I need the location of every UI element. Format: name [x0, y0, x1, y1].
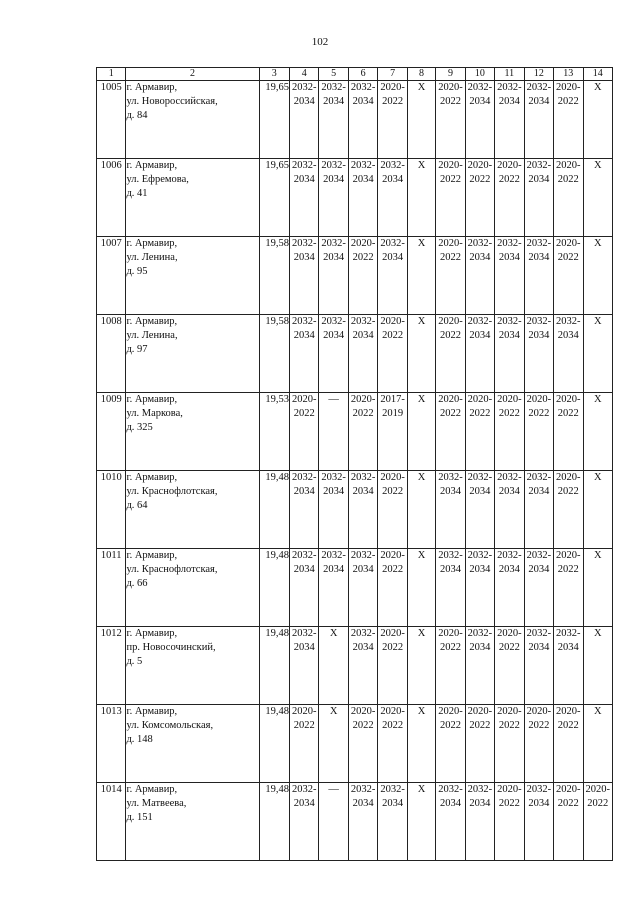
period-cell-col-10: 2032- 2034 — [465, 315, 494, 393]
area-cell: 19,53 — [259, 393, 289, 471]
address-line: ул. Комсомольская, — [126, 720, 214, 731]
table-row — [97, 81, 613, 159]
period-cell-col-6: 2020- 2022 — [348, 705, 377, 783]
period-cell-col-10: 2032- 2034 — [465, 627, 494, 705]
table-row — [97, 627, 613, 705]
area-cell: 19,48 — [259, 549, 289, 627]
period-cell-col-12: 2032- 2034 — [524, 627, 553, 705]
area-cell: 19,48 — [259, 705, 289, 783]
period-cell-col-11: 2032- 2034 — [495, 315, 524, 393]
address-line: д. 84 — [126, 110, 148, 121]
period-cell-col-8: Х — [407, 81, 435, 159]
period-cell-col-5: 2032- 2034 — [319, 159, 348, 237]
address-line: г. Армавир, — [126, 472, 178, 483]
period-cell-col-12: 2032- 2034 — [524, 81, 553, 159]
address-cell — [126, 159, 259, 237]
row-number: 1012 — [97, 627, 126, 705]
period-cell-col-7: 2020- 2022 — [378, 471, 407, 549]
table-row — [97, 705, 613, 783]
address-line: г. Армавир, — [126, 706, 178, 717]
period-cell-col-8: Х — [407, 159, 435, 237]
period-cell-col-8: Х — [407, 471, 435, 549]
period-cell-col-7: 2020- 2022 — [378, 627, 407, 705]
period-cell-col-14: Х — [583, 81, 613, 159]
period-cell-col-11: 2032- 2034 — [495, 81, 524, 159]
area-cell: 19,58 — [259, 237, 289, 315]
address-cell — [126, 237, 259, 315]
period-cell-col-6: 2032- 2034 — [348, 159, 377, 237]
period-cell-col-13: 2032- 2034 — [554, 315, 583, 393]
column-header-1: 1 — [97, 68, 126, 81]
column-header-3: 3 — [259, 68, 289, 81]
period-cell-col-9: 2020- 2022 — [436, 81, 465, 159]
period-cell-col-4: 2032- 2034 — [289, 315, 318, 393]
period-cell-col-9: 2032- 2034 — [436, 549, 465, 627]
period-cell-col-9: 2020- 2022 — [436, 627, 465, 705]
period-cell-col-5: 2032- 2034 — [319, 471, 348, 549]
period-cell-col-10: 2020- 2022 — [465, 159, 494, 237]
registry-table — [96, 67, 613, 861]
address-line: ул. Ефремова, — [126, 174, 189, 185]
area-cell: 19,58 — [259, 315, 289, 393]
table-row — [97, 393, 613, 471]
header-row — [97, 68, 613, 81]
period-cell-col-4: 2032- 2034 — [289, 237, 318, 315]
area-cell: 19,65 — [259, 159, 289, 237]
period-cell-col-6: 2032- 2034 — [348, 81, 377, 159]
period-cell-col-13: 2020- 2022 — [554, 783, 583, 861]
period-cell-col-13: 2020- 2022 — [554, 393, 583, 471]
period-cell-col-12: 2032- 2034 — [524, 237, 553, 315]
period-cell-col-9: 2020- 2022 — [436, 393, 465, 471]
column-header-2: 2 — [126, 68, 259, 81]
period-cell-col-7: 2032- 2034 — [378, 783, 407, 861]
address-line: ул. Краснофлотская, — [126, 486, 218, 497]
period-cell-col-6: 2032- 2034 — [348, 549, 377, 627]
column-header-13: 13 — [554, 68, 583, 81]
period-cell-col-10: 2032- 2034 — [465, 81, 494, 159]
address-line: д. 151 — [126, 812, 153, 823]
row-number: 1005 — [97, 81, 126, 159]
period-cell-col-14: Х — [583, 393, 613, 471]
address-line: г. Армавир, — [126, 628, 178, 639]
period-cell-col-6: 2032- 2034 — [348, 783, 377, 861]
address-cell — [126, 549, 259, 627]
address-line: ул. Ленина, — [126, 252, 178, 263]
period-cell-col-9: 2032- 2034 — [436, 783, 465, 861]
address-line: д. 66 — [126, 578, 148, 589]
period-cell-col-13: 2020- 2022 — [554, 471, 583, 549]
period-cell-col-9: 2032- 2034 — [436, 471, 465, 549]
table-body — [97, 81, 613, 861]
period-cell-col-9: 2020- 2022 — [436, 159, 465, 237]
address-line: д. 5 — [126, 656, 143, 667]
period-cell-col-7: 2020- 2022 — [378, 81, 407, 159]
table-row — [97, 549, 613, 627]
period-cell-col-4: 2020- 2022 — [289, 705, 318, 783]
period-cell-col-7: 2017- 2019 — [378, 393, 407, 471]
address-line: ул. Ленина, — [126, 330, 178, 341]
period-cell-col-12: 2032- 2034 — [524, 315, 553, 393]
period-cell-col-10: 2032- 2034 — [465, 471, 494, 549]
row-number: 1008 — [97, 315, 126, 393]
row-number: 1011 — [97, 549, 126, 627]
column-header-9: 9 — [436, 68, 465, 81]
period-cell-col-5: Х — [319, 705, 348, 783]
period-cell-col-8: Х — [407, 549, 435, 627]
period-cell-col-12: 2020- 2022 — [524, 705, 553, 783]
table-row — [97, 315, 613, 393]
address-line: г. Армавир, — [126, 316, 178, 327]
area-cell: 19,48 — [259, 471, 289, 549]
period-cell-col-5: 2032- 2034 — [319, 549, 348, 627]
period-cell-col-12: 2032- 2034 — [524, 783, 553, 861]
period-cell-col-4: 2032- 2034 — [289, 159, 318, 237]
address-line: ул. Матвеева, — [126, 798, 187, 809]
address-line: г. Армавир, — [126, 550, 178, 561]
period-cell-col-13: 2020- 2022 — [554, 159, 583, 237]
period-cell-col-12: 2020- 2022 — [524, 393, 553, 471]
period-cell-col-12: 2032- 2034 — [524, 159, 553, 237]
period-cell-col-10: 2020- 2022 — [465, 393, 494, 471]
period-cell-col-11: 2032- 2034 — [495, 237, 524, 315]
row-number: 1006 — [97, 159, 126, 237]
period-cell-col-6: 2032- 2034 — [348, 627, 377, 705]
period-cell-col-6: 2032- 2034 — [348, 315, 377, 393]
period-cell-col-9: 2020- 2022 — [436, 237, 465, 315]
column-header-10: 10 — [465, 68, 494, 81]
table-row — [97, 471, 613, 549]
table-row — [97, 783, 613, 861]
period-cell-col-11: 2032- 2034 — [495, 471, 524, 549]
period-cell-col-4: 2032- 2034 — [289, 471, 318, 549]
address-line: д. 325 — [126, 422, 153, 433]
column-header-7: 7 — [378, 68, 407, 81]
row-number: 1010 — [97, 471, 126, 549]
period-cell-col-12: 2032- 2034 — [524, 549, 553, 627]
row-number: 1013 — [97, 705, 126, 783]
period-cell-col-14: Х — [583, 471, 613, 549]
period-cell-col-11: 2032- 2034 — [495, 549, 524, 627]
period-cell-col-8: Х — [407, 393, 435, 471]
period-cell-col-6: 2020- 2022 — [348, 237, 377, 315]
period-cell-col-8: Х — [407, 237, 435, 315]
address-cell — [126, 81, 259, 159]
period-cell-col-7: 2020- 2022 — [378, 705, 407, 783]
period-cell-col-10: 2032- 2034 — [465, 783, 494, 861]
period-cell-col-14: Х — [583, 627, 613, 705]
period-cell-col-5: — — [319, 393, 348, 471]
address-line: д. 41 — [126, 188, 148, 199]
period-cell-col-11: 2020- 2022 — [495, 783, 524, 861]
address-line: д. 97 — [126, 344, 148, 355]
area-cell: 19,65 — [259, 81, 289, 159]
period-cell-col-10: 2020- 2022 — [465, 705, 494, 783]
period-cell-col-6: 2020- 2022 — [348, 393, 377, 471]
period-cell-col-13: 2032- 2034 — [554, 627, 583, 705]
area-cell: 19,48 — [259, 783, 289, 861]
address-cell — [126, 783, 259, 861]
address-line: пр. Новосочинский, — [126, 642, 216, 653]
column-header-6: 6 — [348, 68, 377, 81]
column-header-8: 8 — [407, 68, 435, 81]
period-cell-col-14: Х — [583, 315, 613, 393]
period-cell-col-8: Х — [407, 315, 435, 393]
column-header-12: 12 — [524, 68, 553, 81]
page-number: 102 — [311, 36, 329, 48]
period-cell-col-14: 2020- 2022 — [583, 783, 613, 861]
period-cell-col-5: 2032- 2034 — [319, 81, 348, 159]
period-cell-col-4: 2032- 2034 — [289, 549, 318, 627]
period-cell-col-11: 2020- 2022 — [495, 627, 524, 705]
period-cell-col-5: 2032- 2034 — [319, 237, 348, 315]
period-cell-col-10: 2032- 2034 — [465, 549, 494, 627]
period-cell-col-14: Х — [583, 705, 613, 783]
period-cell-col-11: 2020- 2022 — [495, 393, 524, 471]
period-cell-col-4: 2020- 2022 — [289, 393, 318, 471]
period-cell-col-9: 2020- 2022 — [436, 315, 465, 393]
period-cell-col-13: 2020- 2022 — [554, 549, 583, 627]
period-cell-col-7: 2020- 2022 — [378, 315, 407, 393]
column-header-11: 11 — [495, 68, 524, 81]
address-cell — [126, 705, 259, 783]
address-line: ул. Новороссийская, — [126, 96, 218, 107]
row-number: 1007 — [97, 237, 126, 315]
table-row — [97, 159, 613, 237]
period-cell-col-11: 2020- 2022 — [495, 159, 524, 237]
address-line: г. Армавир, — [126, 82, 178, 93]
period-cell-col-13: 2020- 2022 — [554, 81, 583, 159]
column-header-14: 14 — [583, 68, 613, 81]
area-cell: 19,48 — [259, 627, 289, 705]
address-line: ул. Маркова, — [126, 408, 183, 419]
period-cell-col-10: 2032- 2034 — [465, 237, 494, 315]
address-line: г. Армавир, — [126, 394, 178, 405]
period-cell-col-11: 2020- 2022 — [495, 705, 524, 783]
period-cell-col-13: 2020- 2022 — [554, 705, 583, 783]
period-cell-col-12: 2032- 2034 — [524, 471, 553, 549]
address-line: д. 64 — [126, 500, 148, 511]
period-cell-col-7: 2032- 2034 — [378, 237, 407, 315]
period-cell-col-8: Х — [407, 705, 435, 783]
period-cell-col-14: Х — [583, 237, 613, 315]
address-line: д. 95 — [126, 266, 148, 277]
period-cell-col-7: 2032- 2034 — [378, 159, 407, 237]
period-cell-col-8: Х — [407, 627, 435, 705]
row-number: 1009 — [97, 393, 126, 471]
row-number: 1014 — [97, 783, 126, 861]
period-cell-col-9: 2020- 2022 — [436, 705, 465, 783]
address-line: г. Армавир, — [126, 238, 178, 249]
period-cell-col-7: 2020- 2022 — [378, 549, 407, 627]
address-cell — [126, 315, 259, 393]
column-header-4: 4 — [289, 68, 318, 81]
period-cell-col-5: Х — [319, 627, 348, 705]
period-cell-col-14: Х — [583, 549, 613, 627]
address-line: г. Армавир, — [126, 784, 178, 795]
address-cell — [126, 471, 259, 549]
period-cell-col-13: 2020- 2022 — [554, 237, 583, 315]
address-line: д. 148 — [126, 734, 153, 745]
period-cell-col-4: 2032- 2034 — [289, 81, 318, 159]
address-line: ул. Краснофлотская, — [126, 564, 218, 575]
period-cell-col-4: 2032- 2034 — [289, 627, 318, 705]
period-cell-col-5: 2032- 2034 — [319, 315, 348, 393]
table-row — [97, 237, 613, 315]
period-cell-col-14: Х — [583, 159, 613, 237]
column-header-5: 5 — [319, 68, 348, 81]
period-cell-col-4: 2032- 2034 — [289, 783, 318, 861]
address-line: г. Армавир, — [126, 160, 178, 171]
period-cell-col-5: — — [319, 783, 348, 861]
period-cell-col-8: Х — [407, 783, 435, 861]
address-cell — [126, 393, 259, 471]
period-cell-col-6: 2032- 2034 — [348, 471, 377, 549]
address-cell — [126, 627, 259, 705]
